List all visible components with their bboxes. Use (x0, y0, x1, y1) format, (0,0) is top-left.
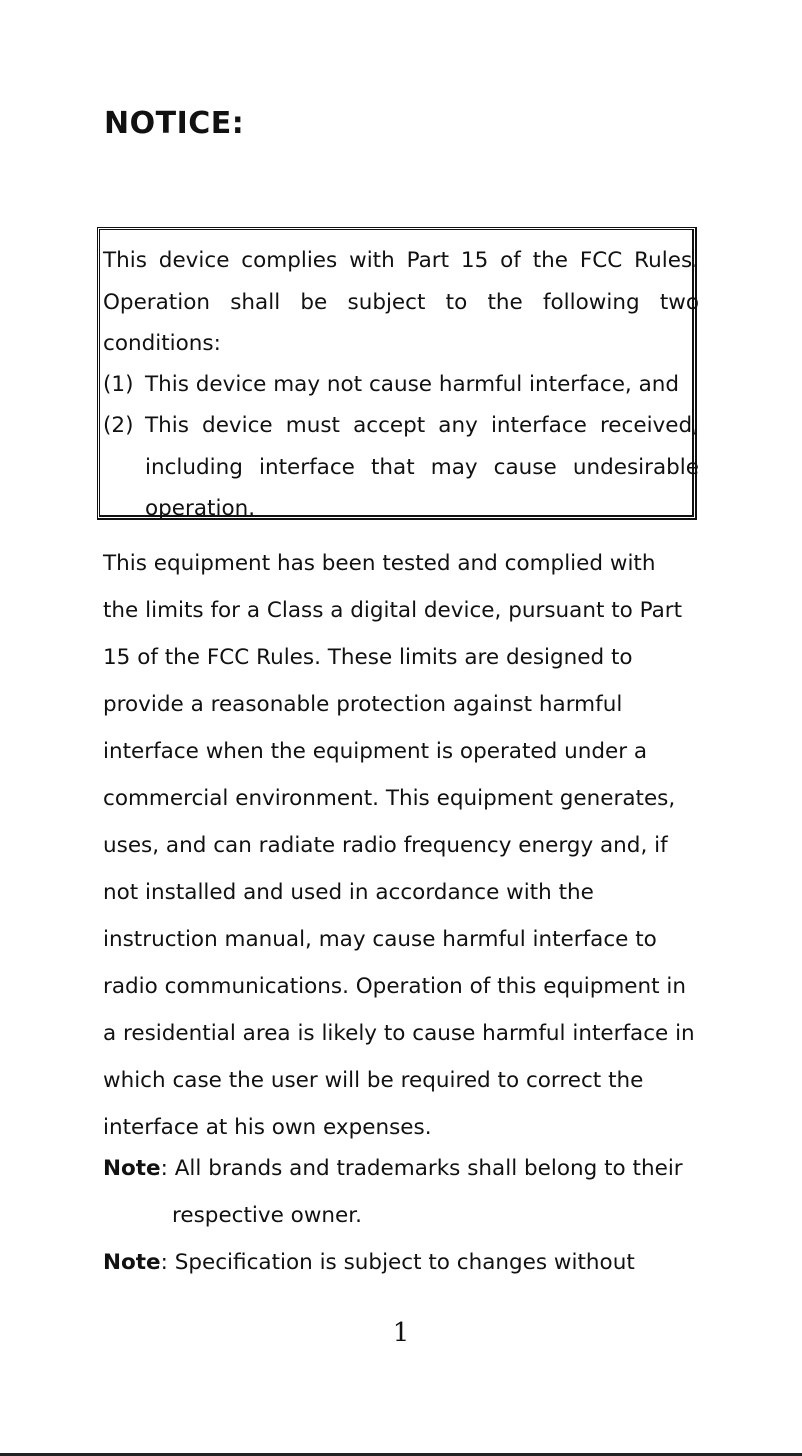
paragraph-line: instruction manual, may cause harmful interface to (103, 927, 657, 952)
fcc-statement (103, 240, 699, 365)
note-label: Note (103, 1156, 161, 1181)
fcc-class-a-paragraph (103, 540, 703, 1151)
condition-2 (103, 405, 699, 530)
paragraph-line: radio communications. Operation of this equipment in (103, 974, 686, 999)
page-title: NOTICE: (104, 106, 245, 141)
paragraph-line: which case the user will be required to correct the (103, 1068, 644, 1093)
fcc-statement-line: conditions: (103, 331, 221, 356)
condition-text: including interface that may cause undesirable (145, 454, 699, 480)
paragraph-line: interface at his own expenses. (103, 1115, 432, 1140)
note-label: Note (103, 1250, 161, 1275)
note-text: All brands and trademarks shall belong to their (167, 1156, 683, 1181)
paragraph-line: a residential area is likely to cause harmful interface in (103, 1021, 695, 1046)
condition-number: (2) (103, 413, 134, 438)
condition-text: operation. (145, 496, 256, 521)
note-separator: : (160, 1156, 168, 1181)
paragraph-line: not installed and used in accordance with the (103, 880, 594, 905)
condition-text: This device must accept any interface received, (145, 413, 699, 438)
note-specification (103, 1239, 703, 1286)
fcc-statement-line: Operation shall be subject to the following two (103, 289, 699, 315)
paragraph-line: This equipment has been tested and complied with (103, 551, 656, 576)
paragraph-line: uses, and can radiate radio frequency energy and, if (103, 833, 668, 858)
fcc-statement-line: This device complies with Part 15 of the FCC Rules. (103, 248, 699, 273)
paragraph-line: 15 of the FCC Rules. These limits are designed to (103, 645, 633, 670)
page-number: 1 (392, 1318, 410, 1348)
paragraph-line: interface when the equipment is operated under a (103, 739, 648, 764)
paragraph-line: commercial environment. This equipment generates, (103, 786, 676, 811)
paragraph-line: provide a reasonable protection against harmful (103, 692, 623, 717)
paragraph-line: the limits for a Class a digital device, pursuant to Part (103, 598, 683, 623)
condition-number: (1) (103, 372, 134, 397)
condition-1 (103, 364, 699, 406)
condition-text: This device may not cause harmful interface, and (145, 372, 680, 397)
note-text: Specification is subject to changes without (167, 1250, 635, 1275)
note-separator: : (160, 1250, 168, 1275)
note-trademarks (103, 1145, 703, 1192)
note-continuation: respective owner. (172, 1203, 362, 1228)
